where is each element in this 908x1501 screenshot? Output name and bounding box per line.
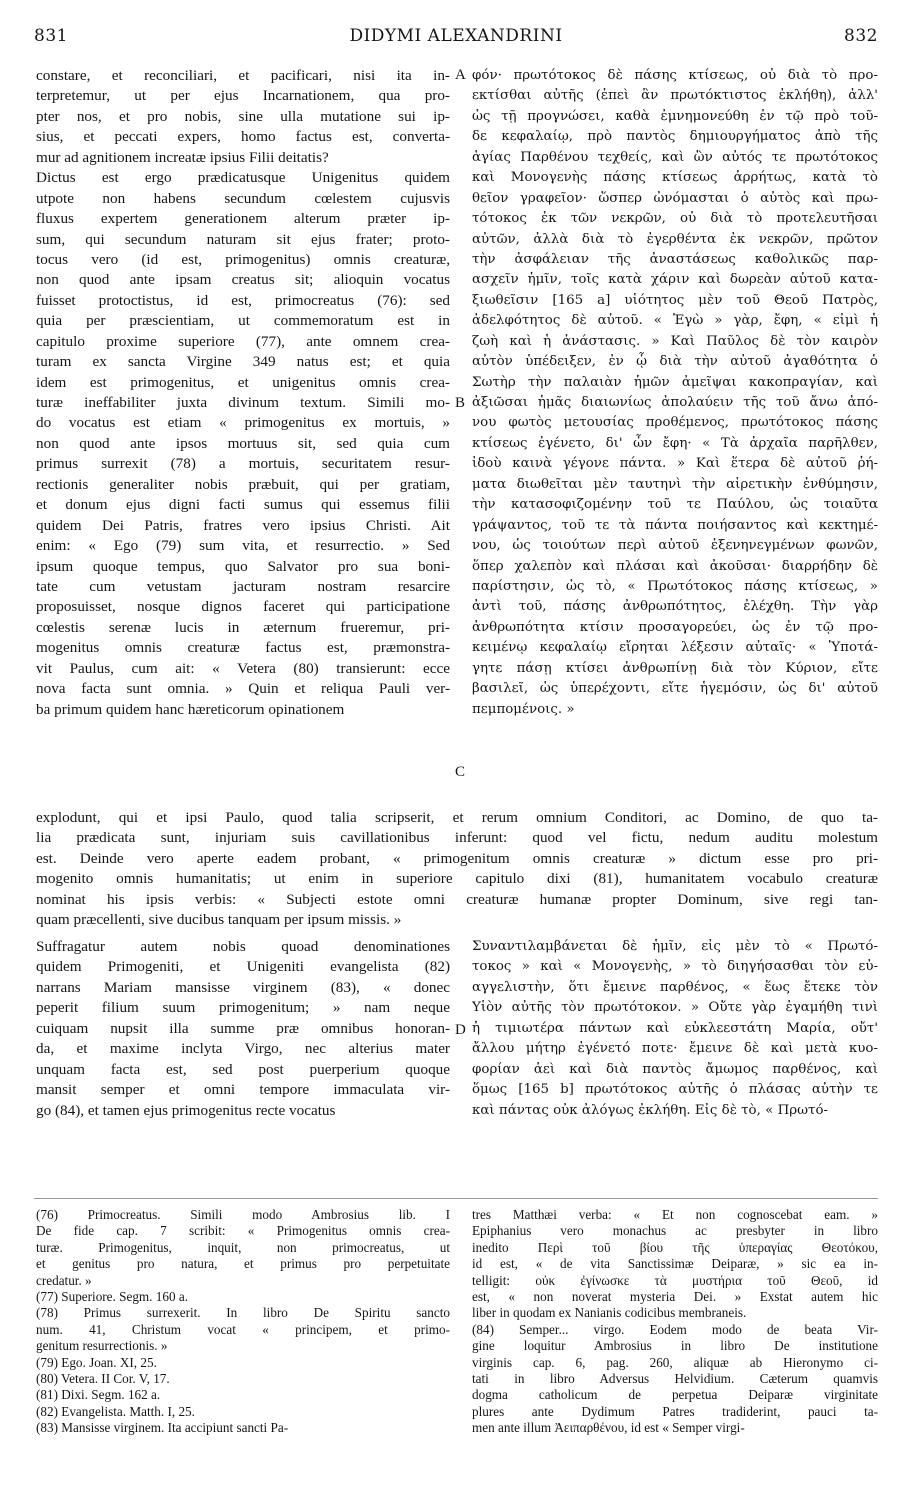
text-line: Dictus est ergo prædicatusque Unigenitus quidem — [36, 169, 450, 187]
text-line: non quod ante ipsam creatus sit; alioquin vocatus — [36, 271, 450, 289]
text-line: fuisset protoctistus, id est, primocreatus (76): sed — [36, 291, 450, 309]
footnote-line: (78) Primus surrexerit. In libro De Spiritu sancto — [36, 1305, 450, 1321]
text-line: peperit filium suum primogenitum; » nam neque — [36, 999, 450, 1017]
text-line: νου φωτὸς μετουσίας προθέμενος, πρωτότοκος πάσης — [472, 415, 878, 431]
text-line: explodunt, qui et ipsi Paulo, quod talia scripserit, et rerum omnium Conditori, ac Domino, de quo ta- — [36, 809, 878, 826]
footnote-line: men ante illum Ἀειπαρθένου, id est « Semper virgi- — [472, 1420, 745, 1436]
footnote-line: virginis cap. 6, pag. 260, aliquæ ab Hieronymo ci- — [472, 1354, 878, 1370]
footnote-line: num. 41, Christum vocat « principem, et primo- — [36, 1321, 450, 1337]
text-line: εκτίσθαι αὐτῆς (ἐπεὶ ἂν πρωτόκτιστος ἐκλήθη), ἀλλ' — [472, 88, 878, 104]
text-line: constare, et reconciliari, et pacificari, nisi ita in- — [36, 67, 450, 84]
latin-column-upper — [36, 66, 450, 720]
text-line: ἀνθρωπότητα κτίσιν προσαγορεύει, ὡς ἐν τῷ προ- — [472, 619, 878, 635]
footnote-line: dogma catholicum de perpetua Deiparæ virginitate — [472, 1387, 878, 1403]
text-line: idem est primogenitus, et unigenitus omnis crea- — [36, 373, 450, 391]
text-line: κειμένῳ κεφαλαίῳ εἴρηται λέξεσιν αὐταῖς· « Ὑποτά- — [472, 640, 878, 656]
text-line: κτίσεως ἐγένετο, δι' ὧν ἔφη· « Τὰ ἀρχαῖα παρῆλθεν, — [472, 435, 878, 451]
footnote-line: et genitus pro natura, et primus pro perpetuitate — [36, 1256, 450, 1272]
running-header — [34, 26, 878, 50]
text-line: θεῖον γραφεῖον· ὥσπερ ὠνόμασται ὁ αὐτὸς καὶ πρω- — [472, 190, 878, 206]
text-line: ἡ τιμιωτέρα πάντων καὶ εὐκλεεστάτη Μαρία, οὔτ' — [472, 1020, 878, 1036]
text-line: tate cum vetustam jacturam nostram resarcire — [36, 577, 450, 595]
text-line: capitulo proxime superiore (77), ante omnem crea- — [36, 332, 450, 350]
text-line: ἀξιῶσαι ἡμᾶς διαιωνίως ἀπολαύειν τῆς τοῦ ἄνω ἀπό- — [472, 395, 878, 410]
text-line: γητε πάσῃ κτίσει ἀνθρωπίνῃ διὰ τὸν Κύριον, εἴτε — [472, 660, 878, 676]
text-line: quidem Dei Patris, fratres vero ipsius Christi. Ait — [36, 516, 450, 534]
latin-full-width-paragraph — [36, 808, 878, 931]
text-line: est. Deinde vero aperte eadem probant, « primogenitum omnis creaturæ » dictum esse pro pri- — [36, 849, 878, 867]
footnote-line: (80) Vetera. II Cor. V, 17. — [36, 1370, 170, 1386]
footnote-separator — [34, 1198, 878, 1199]
footnote-line: est, « non noverat mysteria Dei. » Exstat autem hic — [472, 1288, 878, 1304]
section-marker-c: C — [455, 764, 466, 780]
text-line: ξιωθεῖσιν [165 a] υἱότητος μὲν τοῦ Θεοῦ Πατρὸς, — [472, 292, 878, 308]
text-line: καὶ πάντας οὐκ ἀλόγως ἐκλήθη. Εἰς δὲ τὸ, « Πρωτό- — [472, 1102, 829, 1118]
text-line: ἰδοὺ καινὰ γέγονε πάντα. » Καὶ ἕτερα δὲ αὐτοῦ ῥή- — [472, 456, 878, 472]
section-marker-d: D — [455, 1022, 466, 1038]
footnote-line: credatur. » — [36, 1272, 92, 1288]
text-line: τότοκος ἐκ τῶν νεκρῶν, οὐ διὰ τὸ προτελευτῆσαι — [472, 211, 878, 227]
text-line: mur ad agnitionem increatæ ipsius Filii deitatis? — [36, 148, 329, 166]
footnote-line: (83) Mansisse virginem. Ita accipiunt sancti Pa- — [36, 1420, 289, 1436]
text-line: αὐτὸν ὑπέδειξεν, ἐν ᾧ διὰ τὴν αὐτοῦ ἀγαθότητα ὁ — [472, 354, 878, 370]
text-line: narrans Mariam mansisse virginem (83), « donec — [36, 978, 450, 996]
footnote-line: tati in libro Adversus Helvidium. Cæterum quamvis — [472, 1370, 878, 1386]
footnote-line: plures ante Dydimum Patres tradiderint, pauci ta- — [472, 1403, 878, 1419]
footnote-line: turæ. Primogenitus, inquit, non primocreatus, ut — [36, 1239, 450, 1255]
text-line: sius, et peccati expers, homo factus est, converta- — [36, 128, 450, 146]
text-line: τὴν ἀσφάλειαν τῆς ἀναστάσεως καθολικῶς παρ- — [472, 251, 878, 267]
text-line: primus surrexit (78) a mortuis, securitatem resur- — [36, 455, 450, 473]
text-line: nova facta sunt omnia. » Quin et reliqua Pauli ver- — [36, 680, 450, 698]
text-line: Suffragatur autem nobis quoad denominationes — [36, 938, 450, 955]
text-line: et donum ejus digni facti sumus qui essemus filii — [36, 496, 450, 514]
text-line: ipsum quoque tempus, quo Salvator pro sua boni- — [36, 557, 450, 575]
footnote-line: telligit: οὐκ ἐγίνωσκε τὰ μυστήρια τοῦ Θεοῦ, id — [472, 1272, 878, 1288]
text-line: do vocatus est etiam « primogenitus ex mortuis, » — [36, 414, 450, 432]
footnote-line: (79) Ego. Joan. XI, 25. — [36, 1354, 157, 1370]
text-line: αγγελιστὴν, ὅτι ἔμεινε παρθένος, « ἕως ἔτεκε τὸν — [472, 979, 878, 995]
text-line: da, et maxime inclyta Virgo, nec alterius mater — [36, 1040, 450, 1058]
text-line: quidem Primogeniti, et Unigeniti evangelista (82) — [36, 958, 450, 976]
text-line: sum, qui secundum naturam sit ejus frater; proto- — [36, 230, 450, 248]
footnote-line: genitum resurrectionis. » — [36, 1338, 168, 1354]
text-line: ἄλλου μήτηρ ἐγένετό ποτε· ἔμεινε δὲ καὶ μετὰ κυο- — [472, 1041, 878, 1057]
text-line: τὴν κατασοφιζομένην τοῦ τε Παύλου, ὡς τοιαῦτα — [472, 497, 878, 513]
text-line: ασχεῖν ἡμῖν, τοῖς κατὰ χάριν καὶ δωρεὰν αὐτοῦ κατα- — [472, 272, 878, 288]
text-line: Συναντιλαμβάνεται δὲ ἡμῖν, εἰς μὲν τὸ « Πρωτό- — [472, 939, 878, 954]
text-line: φόν· πρωτότοκος δὲ πάσης κτίσεως, οὐ διὰ τὸ προ- — [472, 68, 878, 83]
text-line: mansit semper et omni tempore immaculata vir- — [36, 1081, 450, 1099]
text-line: φορίαν ἀεὶ καὶ διὰ παντὸς ἄμωμος παρθένος, καὶ — [472, 1061, 878, 1077]
latin-column-lower — [36, 937, 450, 1121]
footnote-line: (82) Evangelista. Matth. I, 25. — [36, 1403, 195, 1419]
section-marker-b: B — [455, 395, 466, 411]
text-line: ὡς τῇ προγνώσει, καθὰ ἐμνημονεύθη ἐν τῷ πρὸ τοῦ- — [472, 108, 878, 124]
footnote-line: (81) Dixi. Segm. 162 a. — [36, 1387, 161, 1403]
text-line: mogenito omnis humanitatis; ut enim in superiore capitulo dixi (81), humanitatem vocabulo creaturæ — [36, 870, 878, 888]
page-number-left: 831 — [34, 26, 68, 46]
text-line: βασιλεῖ, ὡς ὑπερέχοντι, εἴτε ἡγεμόσιν, ὡς δι' αὐτοῦ — [472, 681, 878, 697]
section-marker-a: A — [455, 67, 466, 83]
text-line: ἀδελφότητος δὲ αὐτοῦ. « Ἐγὼ » γὰρ, ἔφη, « εἰμὶ ἡ — [472, 313, 878, 329]
footnotes-right — [472, 1207, 878, 1436]
text-line: ἁγίας Παρθένου τεχθείς, καὶ ὢν αὐτός τε πρωτότοκος — [472, 149, 878, 165]
text-line: utpote non habens secundum cœlestem cujusvis — [36, 189, 450, 207]
greek-column-lower — [472, 937, 878, 1121]
footnote-line: tres Matthæi verba: « Et non cognoscebat eam. » — [472, 1207, 878, 1222]
text-line: unquam facta est, sed post puerperium quoque — [36, 1060, 450, 1078]
text-line: rectionis generaliter nobis præbuit, qui per gratiam, — [36, 475, 450, 493]
footnote-line: Epiphanius vero monachus ac presbyter in libro — [472, 1223, 878, 1239]
text-line: παρίστησιν, ὡς τὸ, « Πρωτότοκος πάσης κτίσεως, » — [472, 578, 878, 594]
text-line: fluxus expertem generationem alterum præter ip- — [36, 210, 450, 228]
footnote-line: (77) Superiore. Segm. 160 a. — [36, 1288, 188, 1304]
text-line: ζωὴ καὶ ἡ ἀνάστασις. » Καὶ Παῦλος δὲ τὸν καιρὸν — [472, 333, 878, 349]
text-line: ὅμως [165 b] πρωτότοκος αὐτῆς ὁ πλάσας αὐτὴν τε — [472, 1082, 878, 1098]
text-line: go (84), et tamen ejus primogenitus recte vocatus — [36, 1101, 336, 1119]
footnote-line: (84) Semper... virgo. Eodem modo de beata Vir- — [472, 1321, 878, 1337]
text-line: τοκος » καὶ « Μονογενὴς, » τὸ διηγήσασθαι τὸν εὐ- — [472, 959, 878, 975]
text-line: quia per præscientiam, ut commemoratum est in — [36, 312, 450, 330]
text-line: Υἱὸν αὐτῆς τὸν πρωτότοκον. » Οὔτε γὰρ ἐγαμήθη τινὶ — [472, 1000, 878, 1016]
text-line: quam præcellenti, sive ducibus tanquam per ipsum missis. » — [36, 911, 402, 929]
text-line: mogenitus omnis creaturæ factus est, præmonstra- — [36, 639, 450, 657]
page-number-right: 832 — [844, 26, 878, 46]
text-line: ματα διωθεῖται μὲν ταυτηνὶ τὴν αἱρετικὴν ἐνθύμησιν, — [472, 476, 878, 492]
text-line: vit Paulus, cum ait: « Vetera (80) transierunt: ecce — [36, 659, 450, 677]
text-line: ba primum quidem hanc hæreticorum opinationem — [36, 700, 345, 718]
text-line: turam ex sancta Virgine 349 natus est; et quia — [36, 353, 450, 371]
text-line: αὐτῶν, ἀλλὰ διὰ τὸ ἐγερθέντα ἐκ νεκρῶν, πρῶτον — [472, 231, 878, 247]
text-line: cœlestis serenæ lucis in æternum frueremur, pri- — [36, 618, 450, 636]
greek-column-upper — [472, 66, 878, 720]
text-line: enim: « Ego (79) sum vita, et resurrectio. » Sed — [36, 537, 450, 555]
text-line: nominat his ipsis verbis: « Subjecti estote omni creaturæ humanæ propter Dominum, sive regi tan- — [36, 890, 878, 908]
text-line: ἀντὶ τοῦ, πάσης ἀνθρωπότητος, ἐλέχθη. Τὴν γὰρ — [472, 599, 878, 615]
footnote-line: De fide cap. 7 scribit: « Primogenitus omnis crea- — [36, 1223, 450, 1239]
text-line: terpretemur, ut per ejus Incarnationem, qua pro- — [36, 87, 450, 105]
text-line: Σωτὴρ τὴν παλαιὰν ἡμῶν ἀμεῖψαι κακοπραγίαν, καὶ — [472, 374, 878, 390]
footnote-line: id est, « de vita Sanctissimæ Deiparæ, » sic ea in- — [472, 1256, 878, 1272]
text-line: lia prædicata sunt, injuriam suis cavillationibus inferunt: quod vel fictu, nedum auditu molestum — [36, 829, 878, 847]
footnote-line: gine loquitur Ambrosius in libro De institutione — [472, 1338, 878, 1354]
text-line: proposuisset, nosque dignos faceret qui participatione — [36, 598, 450, 616]
text-line: καὶ Μονογενὴς πάσης κτίσεως ἀρρήτως, κατὰ τὸ — [472, 170, 878, 186]
text-line: cuiquam nupsit illa summe præ omnibus honoran- — [36, 1019, 450, 1037]
text-line: νου, ὡς τοιούτων περὶ αὐτοῦ ἐξενηνεγμένων φωνῶν, — [472, 538, 878, 554]
text-line: pter nos, et pro nobis, sine ulla mutatione sui ip- — [36, 107, 450, 125]
text-line: πεμπομένοις. » — [472, 701, 575, 717]
text-line: γράψαντος, τοῦ τε τὰ πάντα ποιήσαντος καὶ κεκτημέ- — [472, 517, 878, 533]
footnote-line: liber in quodam ex Nanianis codicibus membraneis. — [472, 1305, 747, 1321]
footnote-line: (76) Primocreatus. Simili modo Ambrosius lib. I — [36, 1207, 450, 1222]
text-line: turæ ineffabiliter juxta divinum textum. Simili mo- — [36, 394, 450, 411]
text-line: non quod ante ipsos mortuus sit, sed quia cum — [36, 434, 450, 452]
footnote-line: inedito Περὶ τοῦ βίου τῆς ὑπεραγίας Θεοτόκου, — [472, 1239, 878, 1255]
text-line: δε κεφαλαίῳ, πρὸ παντὸς δημιουργήματος ἀπὸ τῆς — [472, 129, 878, 145]
text-line: ὅπερ χαλεπὸν καὶ πλάσαι καὶ ἀκοῦσαι· διαρρήδην δὲ — [472, 558, 878, 574]
footnotes-left — [36, 1207, 450, 1436]
running-title: DIDYMI ALEXANDRINI — [349, 26, 563, 46]
text-line: tocus vero (id est, primogenitus) omnis creaturæ, — [36, 250, 450, 268]
